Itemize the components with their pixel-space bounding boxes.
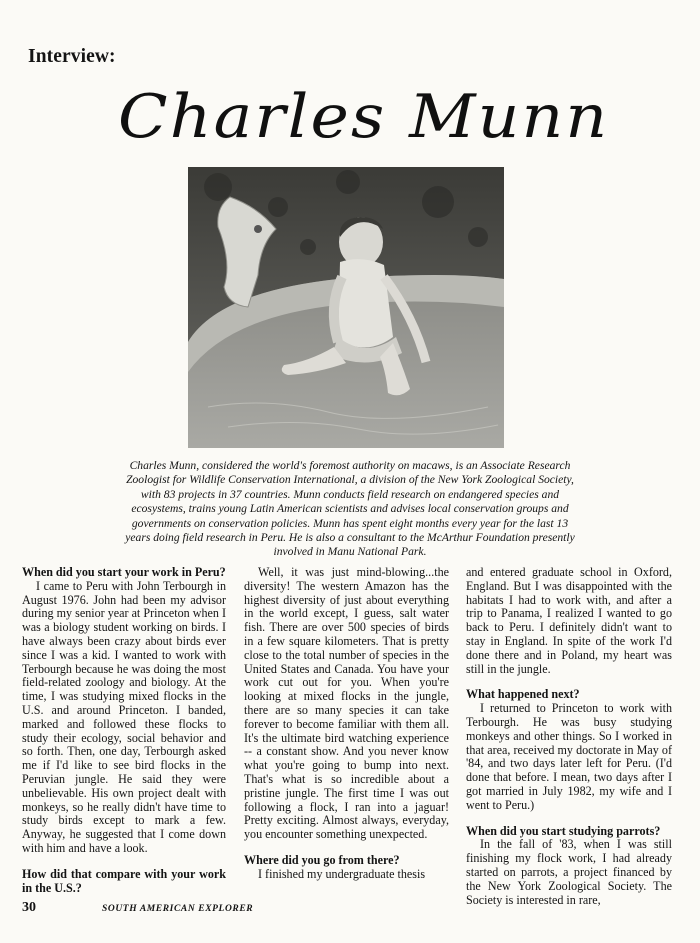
answer-paragraph: I came to Peru with John Terbourgh in August 1976. John had been my advisor during my senior year at Princeton when I was a biology student working on birds. I have always been crazy about birds ever since I was a kid. I wanted to work with Terbourgh because he was doing the most field-related zoology and biology. At the time, I was studying mixed flocks in the U.S. and around Princeton. I banded, marked and followed these flocks to study their ecology, social behavior and so forth. Then, one day, Terbourgh asked me if I'd like to see bird flocks in the Peruvian jungle. He said they were unbelievable. His own project dealt with monkeys, so he really didn't have time to study birds except to mark a few. Anyway, he suggested that I come down with him and have a look. [22,578,226,855]
question-heading: When did you start studying parrots? [466,823,661,838]
answer-paragraph: Well, it was just mind-blowing...the diversity! The western Amazon has the highest diversity of just about everything in the world except, I guess, salt water fish. There are over 500 species of birds in a few square kilometers. That is pretty close to the total number of species in the United States and Canada. You have your work cut out for you. When you're looking at mixed flocks in the jungle, there are so many species it can take forever to become familiar with them all. It's the ultimate bird watching experience -- a constant show. And you never know what you're going to bump into next. That's what is so incredible about a pristine jungle. The first time I was out following a flock, I ran into a jaguar! Pretty exciting. Almost always, everyday, you encounter something unexpected. [244,565,449,842]
page-footer [22,900,253,916]
page-number: 30 [22,900,36,915]
question-heading: Where did you go from there? [244,852,400,867]
answer-paragraph: and entered graduate school in Oxford, England. But I was disappointed with the habitats I had to work with, and after a trip to Panama, I realized I wanted to go back to Peru. I definitely didn't want to stay in England. In spite of the work I'd done there and in Poland, my heart was still in the jungle. [466,565,672,676]
magazine-name: SOUTH AMERICAN EXPLORER [102,904,254,914]
answer-paragraph: I finished my undergraduate thesis [258,866,426,881]
article-column-2 [244,566,449,882]
photo [188,167,504,448]
interview-kicker: Interview: [28,46,116,67]
answer-paragraph: In the fall of '83, when I was still finishing my flock work, I had already started on parrots, a project financed by the New York Zoological Society. The Society is interested in rare, [466,837,672,907]
question-heading: What happened next? [466,687,580,702]
article-column-3 [466,566,672,907]
question-heading: When did you start your work in Peru? [22,565,226,579]
interviewee-name-title: Charles Munn [118,82,610,152]
answer-paragraph: I returned to Princeton to work with Terbourgh. He was busy studying monkeys and other things. So I worked in that area, received my doctorate in May of '84, and two days later left for Peru. (I'd done that before. I mean, two days after I got married in July 1982, my wife and I went to Peru.) [466,701,672,812]
article-column-1 [22,566,226,895]
photo-caption: Charles Munn, considered the world's foremost authority on macaws, is an Associate Research Zoologist for Wildlife Conservation International, a division of the New York Zoological Society, with 83 projects in 37 countries. Munn conducts field research on endangered species and ecosystems, trains young Latin American scientists and advises local conservation groups and governments on conservation policies. Munn has spent eight months every year for the last 13 years doing field research in Peru. He is also a consultant to the McArthur Foundation presently involved in Manu National Park. [125,459,575,559]
question-heading: How did that compare with your work in the U.S.? [22,866,226,895]
baby-in-wading-pool-photo [188,167,504,448]
